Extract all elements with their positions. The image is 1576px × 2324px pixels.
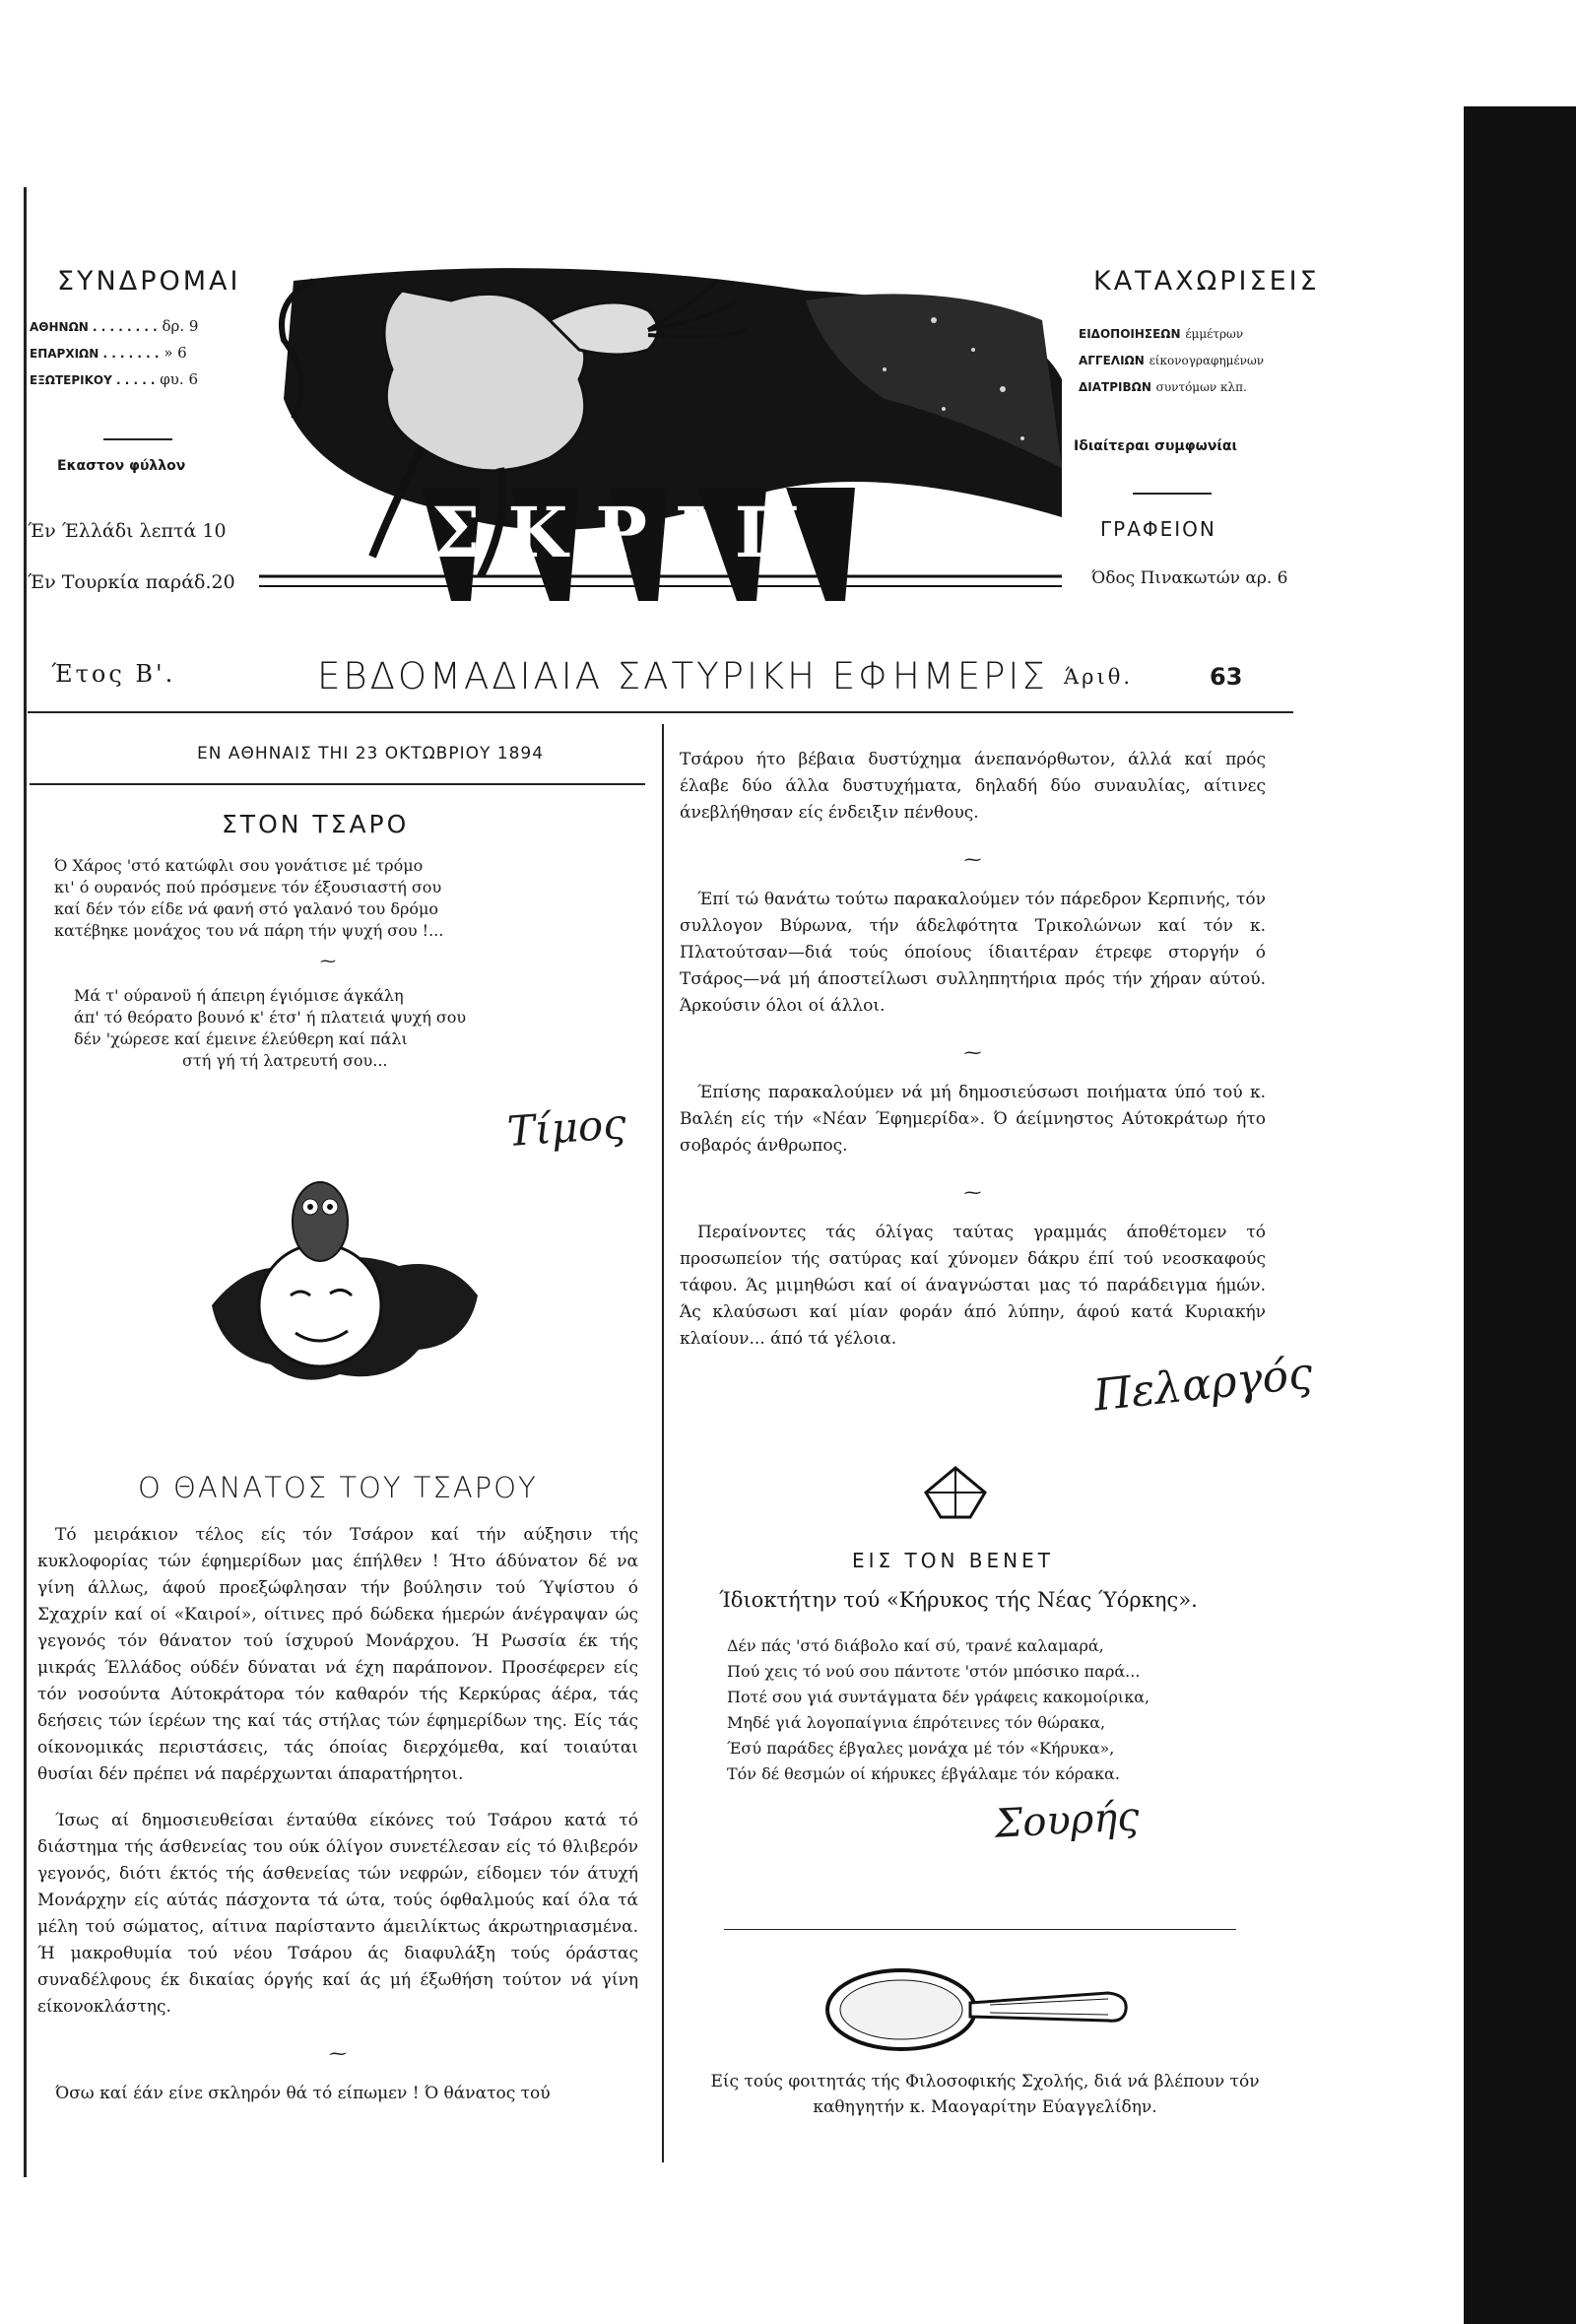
verse-line: Ποτέ σου γιά συντάγματα δέν γράφεις κακομοίρικα, [727,1688,1150,1706]
benet-signature: Σουρής [993,1794,1141,1847]
poem-line: κι' ό ουρανός πού πρόσμενε τόν έξουσιαστή σου [54,878,442,896]
dateline-rule [30,783,645,785]
each-sheet-label: Εκαστον φύλλον [57,458,186,474]
verse-line: Έσύ παράδες έβγαλες μονάχα μέ τόν «Κήρυκα», [727,1739,1115,1758]
rate-row-essays: ΔΙΑΤΡΙΒΩΝ συντόμων κλπ. [1079,380,1247,394]
subscriptions-title: ΣΥΝΔΡΟΜΑΙ [57,266,241,297]
ornament: ⁓ [963,849,982,870]
column-divider [662,724,664,2162]
article-body [37,1522,638,2127]
article-title: Ο ΘΑΝΑΤΟΣ ΤΟΥ ΤΣΑΡΟΥ [138,1471,538,1504]
paper-hat-illustration [921,1463,990,1522]
section-rule [724,1929,1236,1930]
poem-line: Ό Χάρος 'στό κατώφλι σου γονάτισε μέ τρόμο [54,856,424,875]
poem-line: δέν 'χώρεσε καί έμεινε έλεύθερη καί πάλι [74,1029,408,1048]
dateline: ΕΝ ΑΘΗΝΑΙΣ ΤΗΙ 23 ΟΚΤΩΒΡΙΟΥ 1894 [197,744,545,764]
greece-price: Έν Έλλάδι λεπτά 10 [28,520,227,542]
benet-verse [727,1633,1149,1787]
article-paragraph: Έπίσης παρακαλούμεν νά μή δημοσιεύσωσι ποιήματα ύπό τού κ. Βαλέη είς τήν «Νέαν Έφημερίδα». Ό άείμνηστος Αύτοκράτωρ ήτο σοβαρός άνθρωπος. [680,1083,1266,1156]
masthead-title: ΣΚΡΙΠ [431,492,827,573]
year-label: Έτος Β'. [51,660,176,688]
caption: Είς τούς φοιτητάς τής Φιλοσοφικής Σχολής, διά νά βλέπουν τόν καθηγητήν κ. Μαογαρίτην Εύαγγελίδην. [710,2072,1260,2117]
turkey-price: Έν Τουρκία παράδ.20 [28,571,235,593]
poem-title: ΣΤΟΝ ΤΣΑΡΟ [222,810,410,838]
header-divider-right [1133,493,1212,495]
special-terms: Ιδιαίτεραι συμφωνίαι [1074,438,1237,454]
issue-label: Άριθ. [1064,665,1134,689]
insertions-title: ΚΑΤΑΧΩΡΙΣΕΙΣ [1093,266,1320,297]
title-rule [28,711,1293,713]
poem-line: Μά τ' ούρανοϋ ή άπειρη έγιόμισε άγκάλη [74,986,404,1005]
poem-line: άπ' τό θεόρατο βουνό κ' έτσ' ή πλατειά ψυχή σου [74,1008,467,1027]
article-paragraph: Ίσως αί δημοσιευθείσαι ένταύθα είκόνες τού Τσάρου κατά τό διάστημα τής άσθενείας του ούκ όλίγον συνετέλεσαν είς τό θλιβερόν γεγονός, διότι έκτός τής άσθενείας τών νεφρών, είδομεν τόν άτυχή Μονάρχην είς αύτάς πάσχοντα τά ώτα, τούς όφθαλμούς καί όλα τά μέλη τού σώματος, αίτινα παρίσταντο άμειλίκτως άκρωτηριασμένα. Ή μακροθυμία τού νέου Τσάρου άς διαφυλάξη τούς όράστας συναδέλφους έκ δικαίας όργής καί άς μή έξωθήση τούτον νά γίνη είκονοκλάστης. [37,1811,638,2017]
poem-line: καί δέν τόν είδε νά φανή στό γαλανό του δρόμο [54,899,439,918]
issue-number: 63 [1210,663,1243,691]
poem-stanza-2 [74,985,466,1072]
poem-signature: Τίμος [505,1098,628,1157]
price-row-athens: ΑΘΗΝΩΝ . . . . . . . . δρ. 9 [30,317,199,335]
article-paragraph: Όσω καί έάν είνε σκληρόν θά τό είπωμεν ! Ό θάνατος τού [55,2084,551,2103]
ornament: ⁓ [963,1182,982,1203]
magnifying-glass-illustration [822,1956,1138,2064]
poem-stanza-1 [54,855,443,942]
ornament: ⁓ [320,952,336,970]
article-paragraph: Τσάρου ήτο βέβαια δυστύχημα άνεπανόρθωτον, άλλά καί πρός έλαβε δύο άλλα δυστυχήματα, δηλαδή δύο συναυλίας, αίτινες άνεβλήθησαν είς ένδειξιν πένθους. [680,750,1266,823]
benet-title: ΕΙΣ ΤΟΝ ΒΕΝΕΤ [852,1549,1054,1572]
verse-line: Μηδέ γιά λογοπαίγνια έπρότεινες τόν θώρακα, [727,1713,1106,1732]
right-signature: Πελαργός [1090,1348,1315,1422]
rate-row-notices: ΕΙΔΟΠΟΙΗΣΕΩΝ έμμέτρων [1079,327,1244,341]
ornament: ⁓ [329,2043,347,2064]
price-row-abroad: ΕΞΩΤΕΡΙΚΟΥ . . . . . φυ. 6 [30,370,198,388]
benet-subtitle: Ίδιοκτήτην τού «Κήρυκος τής Νέας Ύόρκης». [719,1588,1198,1612]
verse-line: Τόν δέ θεσμών οί κήρυκες έβγάλαμε τόν κόρακα. [727,1764,1120,1783]
scan-binding-edge [0,187,27,2177]
masthead-illustration [254,261,1072,611]
newspaper-subtitle: ΕΒΔΟΜΑΔΙΑΙΑ ΣΑΤΥΡΙΚΗ ΕΦΗΜΕΡΙΣ [317,655,1048,697]
price-row-provinces: ΕΠΑΡΧΙΩΝ . . . . . . . » 6 [30,344,187,362]
article-paragraph: Έπί τώ θανάτω τούτω παρακαλούμεν τόν πάρεδρον Κερπινής, τόν συλλογον Βύρωνα, τήν άδελφότητα Τρικολώνων καί τόν κ. Πλατούτσαν—διά τούς όποίους ίδιαιτέραν έτρεφε στοργήν ό Τσάρος—νά μή άποστείλωσι συλληπητήρια πρός τήν χήραν αύτού. Άρκούσιν όλοι οί άλλοι. [680,890,1266,1016]
poem-line: στή γή τή λατρευτή σου... [182,1051,388,1070]
subscriptions-box [30,313,236,393]
insertions-box [1079,320,1285,400]
office-title: ΓΡΑΦΕΙΟΝ [1100,517,1216,541]
rate-row-ads: ΑΓΓΕΛΙΩΝ είκονογραφημένων [1079,354,1265,367]
verse-line: Δέν πάς 'στό διάβολο καί σύ, τρανέ καλαμαρά, [727,1636,1104,1655]
right-column-body [680,747,1266,1372]
owl-moon-illustration [192,1177,488,1394]
scan-dark-edge [1464,106,1576,2324]
header-divider [103,438,172,440]
office-address: Όδος Πινακωτών αρ. 6 [1091,568,1288,588]
poem-line: κατέβηκε μονάχος του νά πάρη τήν ψυχή σου !... [54,921,444,940]
article-paragraph: Περαίνοντες τάς όλίγας ταύτας γραμμάς άποθέτομεν τό προσωπείον τής σατύρας καί χύνομεν δάκρυ έπί τού νεοσκαφούς τάφου. Άς μιμηθώσι καί οί άναγνώσται μας τό παράδειγμα ήμών. Άς κλαύσωσι καί μίαν φοράν άπό λύπην, άφού κατά Κυριακήν κλαίουν... άπό τά γέλοια. [680,1223,1266,1349]
verse-line: Πού χεις τό νού σου πάντοτε 'στόν μπόσικο παρά... [727,1662,1141,1681]
ornament: ⁓ [963,1042,982,1063]
article-paragraph: Τό μειράκιον τέλος είς τόν Τσάρον καί τήν αύξησιν τής κυκλοφορίας τών έφημερίδων μας έπήλθεν ! Ήτο άδύνατον δέ να γίνη άλλως, άφού προεξώφλησαν τήν βούλησιν τού Ύψίστου ό Σχαχρίν καί οί «Καιροί», οίτινες πρό δώδεκα ήμερών άνέγραψαν ώς γεγονός τόν θάνατον τού ίσχυρού Μονάρχου. Ή Ρωσσία έκ τής μικράς Έλλάδος ούδέν δύναται νά έχη παράπονον. Προσέφερεν είς τόν νοσούντα Αύτοκράτορα τόν καθαρόν τής Κερκύρας άέρα, τάς δεήσεις τών ίερέων της καί τάς στήλας τών έφημερίδων της. Είς τάς οίκονομικάς περιστάσεις, τάς όποίας διερχόμεθα, καί τοιαύται θυσίαι δέν πρέπει νά παρέρχωνται άπαρατήρητοι. [37,1525,638,1784]
